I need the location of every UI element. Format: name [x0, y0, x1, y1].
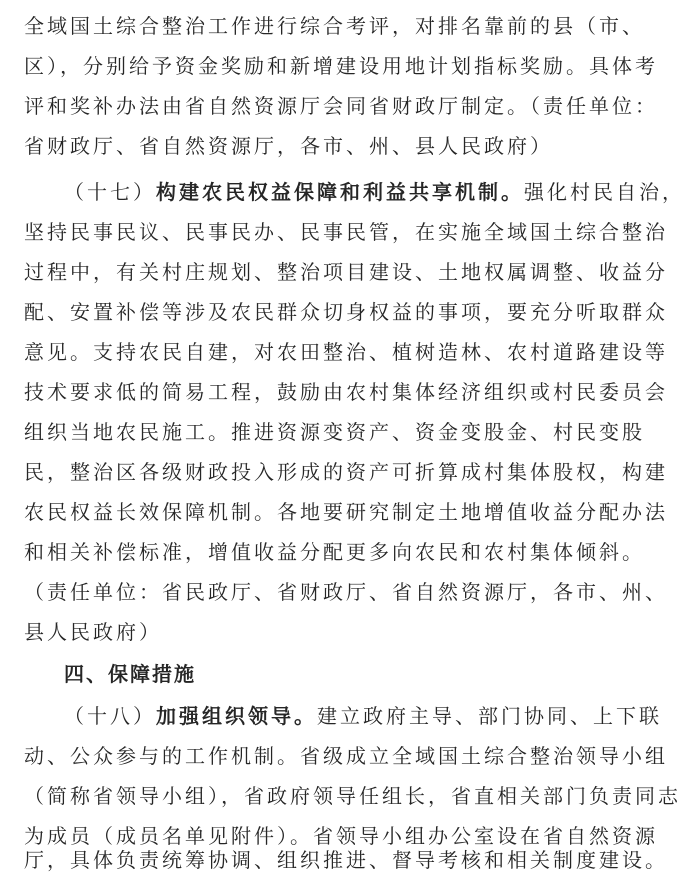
section-18-title: 加强组织领导。: [156, 704, 317, 728]
section-17-lead-line: [64, 172, 685, 212]
text-line: 省财政厅、省自然资源厅，各市、州、县人民政府）: [24, 134, 553, 158]
text-line: 农民权益长效保障机制。各地要研究制定土地增值收益分配办法: [24, 500, 668, 524]
section-heading: 四、保障措施: [64, 662, 196, 686]
text-line: 组织当地农民施工。推进资源变资产、资金变股金、村民变股: [24, 420, 645, 444]
section-18-lead-rest: 建立政府主导、部门协同、上下联: [317, 704, 662, 728]
text-line: （简称省领导小组），省政府领导任组长，省直相关部门负责同志: [24, 784, 681, 808]
text-line: 厅，具体负责统筹协调、组织推进、督导考核和相关制度建设。: [24, 848, 668, 872]
text-line: 县人民政府）: [24, 620, 162, 644]
section-18-label: （十八）: [64, 704, 156, 728]
text-line: 过程中，有关村庄规划、整治项目建设、土地权属调整、收益分: [24, 260, 668, 284]
text-line: 区），分别给予资金奖励和新增建设用地计划指标奖励。具体考: [24, 54, 658, 78]
text-line: 意见。支持农民自建，对农田整治、植树造林、农村道路建设等: [24, 340, 668, 364]
text-line: 评和奖补办法由省自然资源厅会同省财政厅制定。（责任单位：: [24, 94, 658, 118]
text-line: 配、安置补偿等涉及农民群众切身权益的事项，要充分听取群众: [24, 300, 668, 324]
section-18-lead-line: [64, 696, 662, 736]
text-line: （责任单位：省民政厅、省财政厅、省自然资源厅，各市、州、: [24, 580, 668, 604]
text-line: 和相关补偿标准，增值收益分配更多向农民和农村集体倾斜。: [24, 540, 645, 564]
section-17-lead-rest: 强化村民自治，: [524, 180, 685, 204]
section-17-label: （十七）: [64, 180, 156, 204]
text-line: 全域国土综合整治工作进行综合考评，对排名靠前的县（市、: [24, 14, 645, 38]
section-17-title: 构建农民权益保障和利益共享机制。: [156, 180, 524, 204]
text-line: 动、公众参与的工作机制。省级成立全域国土综合整治领导小组: [24, 744, 668, 768]
text-line: 坚持民事民议、民事民办、民事民管，在实施全域国土综合整治: [24, 220, 668, 244]
text-line: 为成员（成员名单见附件）。省领导小组办公室设在省自然资源: [24, 824, 658, 848]
text-line: 民，整治区各级财政投入形成的资产可折算成村集体股权，构建: [24, 460, 668, 484]
text-line: 技术要求低的简易工程，鼓励由农村集体经济组织或村民委员会: [24, 380, 668, 404]
